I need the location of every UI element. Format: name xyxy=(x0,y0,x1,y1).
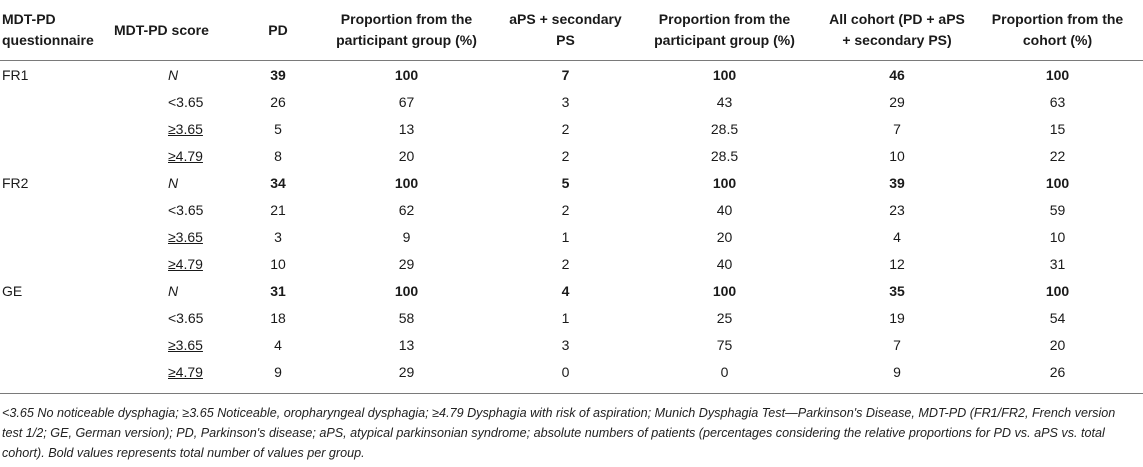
pd-cell: 39 xyxy=(270,66,286,83)
aps-proportion-cell: 40 xyxy=(716,255,733,272)
cohort-proportion-cell: 22 xyxy=(1049,147,1066,164)
pd-proportion-cell: 100 xyxy=(394,282,419,299)
all-cohort-cell: 23 xyxy=(889,201,905,218)
aps-cell: 1 xyxy=(561,309,570,326)
questionnaire-cell xyxy=(0,250,112,277)
cohort-proportion-cell: 20 xyxy=(1049,336,1066,353)
score-cell xyxy=(112,142,247,169)
table-bottom-rule xyxy=(0,393,1143,394)
score-label: ≥3.65 xyxy=(168,228,203,245)
table-row xyxy=(0,331,1143,358)
table-footnote: <3.65 No noticeable dysphagia; ≥3.65 Noticeable, oropharyngeal dysphagia; ≥4.79 Dysphagia with risk of aspiration; Munich Dysphagia Test—Parkinson's Disease, MDT-PD (FR1/FR2, French version test 1/2; GE, German version); PD, Parkinson's disease; aPS, atypical parkinsonian syndrome; absolute numbers of patients (percentages considering the relative proportions for PD vs. aPS vs. total cohort). Bold values represents total number of values per group. xyxy=(2,406,1116,460)
cohort-proportion-cell: 15 xyxy=(1049,120,1066,137)
score-cell xyxy=(112,115,247,142)
header-pd-proportion: Proportion from the participant group (%) xyxy=(309,0,504,61)
score-cell xyxy=(112,304,247,331)
score-cell xyxy=(112,250,247,277)
table-row xyxy=(0,196,1143,223)
header-cohort-proportion: Proportion from the cohort (%) xyxy=(972,0,1143,61)
table-row xyxy=(0,250,1143,277)
aps-proportion-cell: 25 xyxy=(716,309,733,326)
aps-cell: 3 xyxy=(561,336,570,353)
questionnaire-cell xyxy=(0,223,112,250)
questionnaire-cell: FR2 xyxy=(2,174,29,191)
pd-proportion-cell: 58 xyxy=(398,309,415,326)
score-label: <3.65 xyxy=(168,201,204,218)
all-cohort-cell: 10 xyxy=(889,147,905,164)
pd-cell: 8 xyxy=(274,147,282,164)
cohort-proportion-cell: 63 xyxy=(1049,93,1066,110)
table-body xyxy=(0,61,1143,386)
aps-cell: 5 xyxy=(561,174,570,191)
header-questionnaire: MDT-PD questionnaire xyxy=(0,0,112,61)
cohort-proportion-cell: 100 xyxy=(1045,66,1070,83)
score-cell xyxy=(112,196,247,223)
score-cell xyxy=(112,169,247,196)
table-row xyxy=(0,142,1143,169)
header-score: MDT-PD score xyxy=(112,0,247,61)
cohort-proportion-cell: 10 xyxy=(1049,228,1066,245)
pd-cell: 34 xyxy=(270,174,286,191)
cohort-proportion-cell: 31 xyxy=(1049,255,1066,272)
pd-cell: 10 xyxy=(270,255,286,272)
table-row xyxy=(0,358,1143,385)
table-row xyxy=(0,115,1143,142)
all-cohort-cell: 12 xyxy=(889,255,905,272)
cohort-proportion-cell: 26 xyxy=(1049,363,1066,380)
aps-proportion-cell: 0 xyxy=(720,363,729,380)
score-cell xyxy=(112,277,247,304)
pd-proportion-cell: 13 xyxy=(398,336,415,353)
aps-cell: 2 xyxy=(561,147,570,164)
score-label: ≥4.79 xyxy=(168,147,203,164)
pd-cell: 26 xyxy=(270,93,286,110)
score-label: ≥3.65 xyxy=(168,336,203,353)
all-cohort-cell: 4 xyxy=(893,228,901,245)
table-row xyxy=(0,304,1143,331)
pd-proportion-cell: 100 xyxy=(394,174,419,191)
questionnaire-cell: GE xyxy=(2,282,23,299)
score-cell xyxy=(112,331,247,358)
aps-cell: 3 xyxy=(561,93,570,110)
all-cohort-cell: 9 xyxy=(893,363,901,380)
questionnaire-cell: FR1 xyxy=(2,66,29,83)
aps-cell: 2 xyxy=(561,120,570,137)
pd-cell: 5 xyxy=(274,120,282,137)
aps-cell: 0 xyxy=(561,363,570,380)
all-cohort-cell: 29 xyxy=(889,93,905,110)
pd-cell: 3 xyxy=(274,228,282,245)
all-cohort-cell: 39 xyxy=(889,174,905,191)
aps-cell: 1 xyxy=(561,228,570,245)
cohort-proportion-cell: 100 xyxy=(1045,174,1070,191)
all-cohort-cell: 35 xyxy=(889,282,905,299)
pd-proportion-cell: 67 xyxy=(398,93,415,110)
aps-proportion-cell: 100 xyxy=(712,174,737,191)
cohort-proportion-cell: 100 xyxy=(1045,282,1070,299)
aps-proportion-cell: 100 xyxy=(712,66,737,83)
questionnaire-cell xyxy=(0,304,112,331)
score-cell xyxy=(112,358,247,385)
aps-proportion-cell: 100 xyxy=(712,282,737,299)
score-cell xyxy=(112,61,247,89)
score-label: ≥3.65 xyxy=(168,120,203,137)
aps-proportion-cell: 28.5 xyxy=(710,147,739,164)
pd-cell: 9 xyxy=(274,363,282,380)
score-label: <3.65 xyxy=(168,93,204,110)
score-label: N xyxy=(168,282,179,299)
questionnaire-cell xyxy=(0,142,112,169)
header-aps-proportion: Proportion from the participant group (%) xyxy=(627,0,822,61)
score-cell xyxy=(112,88,247,115)
questionnaire-cell xyxy=(0,115,112,142)
score-label: ≥4.79 xyxy=(168,363,203,380)
questionnaire-cell xyxy=(0,88,112,115)
score-label: N xyxy=(168,174,179,191)
all-cohort-cell: 7 xyxy=(893,336,901,353)
header-row xyxy=(0,0,1143,61)
pd-proportion-cell: 20 xyxy=(398,147,415,164)
pd-proportion-cell: 13 xyxy=(398,120,415,137)
aps-cell: 2 xyxy=(561,255,570,272)
pd-proportion-cell: 62 xyxy=(398,201,415,218)
questionnaire-cell xyxy=(0,196,112,223)
all-cohort-cell: 46 xyxy=(889,66,905,83)
score-label: N xyxy=(168,66,179,83)
score-label: <3.65 xyxy=(168,309,204,326)
aps-cell: 2 xyxy=(561,201,570,218)
aps-proportion-cell: 28.5 xyxy=(710,120,739,137)
aps-cell: 4 xyxy=(561,282,570,299)
pd-proportion-cell: 29 xyxy=(398,255,415,272)
aps-proportion-cell: 40 xyxy=(716,201,733,218)
cohort-proportion-cell: 59 xyxy=(1049,201,1066,218)
score-cell xyxy=(112,223,247,250)
aps-proportion-cell: 20 xyxy=(716,228,733,245)
pd-cell: 31 xyxy=(270,282,286,299)
pd-cell: 4 xyxy=(274,336,282,353)
header-all-cohort: All cohort (PD + aPS + secondary PS) xyxy=(822,0,972,61)
table-row xyxy=(0,61,1143,89)
aps-proportion-cell: 75 xyxy=(716,336,733,353)
all-cohort-cell: 7 xyxy=(893,120,901,137)
table-row xyxy=(0,88,1143,115)
pd-cell: 21 xyxy=(270,201,286,218)
questionnaire-cell xyxy=(0,331,112,358)
header-pd: PD xyxy=(247,0,309,61)
pd-proportion-cell: 9 xyxy=(402,228,411,245)
pd-proportion-cell: 100 xyxy=(394,66,419,83)
aps-cell: 7 xyxy=(561,66,570,83)
header-aps: aPS + secondary PS xyxy=(504,0,627,61)
pd-cell: 18 xyxy=(270,309,286,326)
pd-proportion-cell: 29 xyxy=(398,363,415,380)
table-row xyxy=(0,223,1143,250)
table-row xyxy=(0,277,1143,304)
aps-proportion-cell: 43 xyxy=(716,93,733,110)
all-cohort-cell: 19 xyxy=(889,309,905,326)
score-label: ≥4.79 xyxy=(168,255,203,272)
table-row xyxy=(0,169,1143,196)
questionnaire-cell xyxy=(0,358,112,385)
cohort-proportion-cell: 54 xyxy=(1049,309,1066,326)
